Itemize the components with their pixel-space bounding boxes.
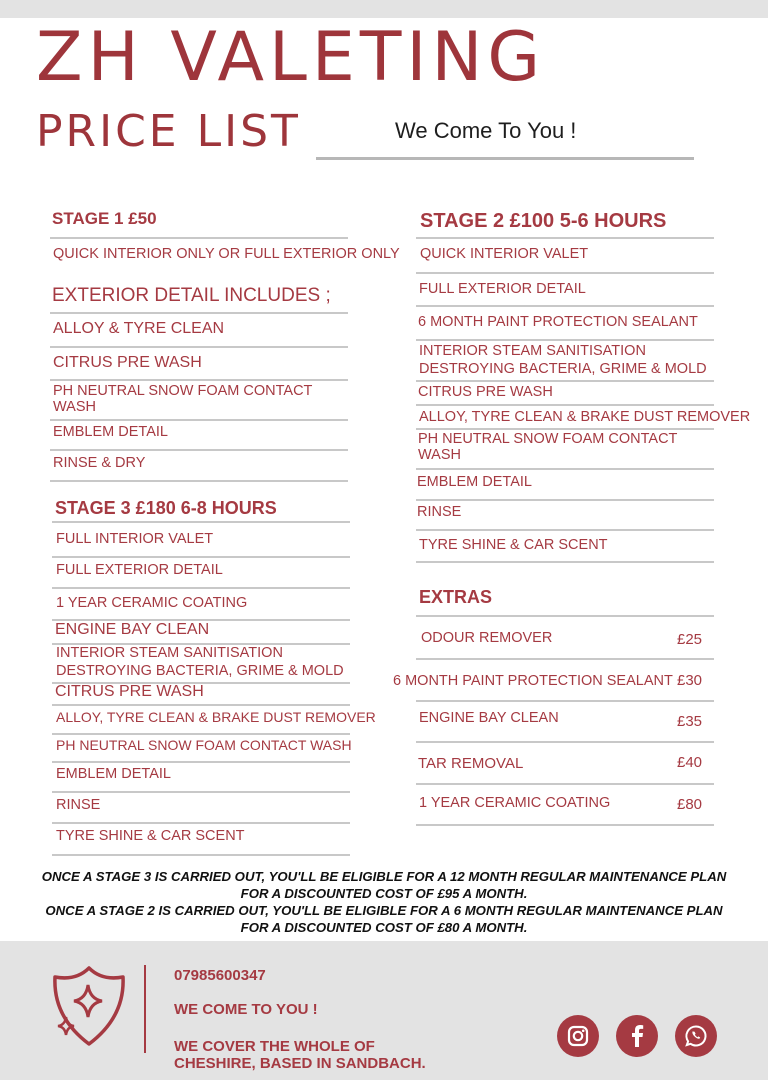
stage2-item: INTERIOR STEAM SANITISATION <box>419 343 646 359</box>
tagline-underline <box>316 157 694 160</box>
stage1-intro: QUICK INTERIOR ONLY OR FULL EXTERIOR ONLY <box>53 246 400 262</box>
divider <box>416 404 714 406</box>
note-line: FOR A DISCOUNTED COST OF £95 A MONTH. <box>240 886 528 901</box>
extra-item-name: TAR REMOVAL <box>418 755 524 772</box>
coverage-line: WE COVER THE WHOLE OF <box>174 1038 375 1055</box>
divider <box>50 449 348 451</box>
extra-item-name: ENGINE BAY CLEAN <box>419 710 559 726</box>
phone-number[interactable]: 07985600347 <box>174 967 266 984</box>
divider <box>416 658 714 660</box>
coverage-line: CHESHIRE, BASED IN SANDBACH. <box>174 1055 426 1072</box>
divider <box>50 419 348 421</box>
price-list-title: PRICE LIST <box>36 106 301 157</box>
divider <box>416 561 714 563</box>
stage3-item: EMBLEM DETAIL <box>56 766 171 782</box>
stage3-item: FULL EXTERIOR DETAIL <box>56 562 223 578</box>
extras-title: EXTRAS <box>419 587 493 607</box>
extra-item-price: £40 <box>677 754 703 771</box>
footer-divider <box>144 965 146 1053</box>
note-line: ONCE A STAGE 3 IS CARRIED OUT, YOU'LL BE ELIGIBLE FOR A 12 MONTH REGULAR MAINTENANCE PLAN <box>41 869 727 884</box>
brand-title: ZH VALETING <box>36 18 546 97</box>
extra-item-name: ODOUR REMOVER <box>421 630 553 646</box>
divider <box>52 733 350 735</box>
stage2-item: DESTROYING BACTERIA, GRIME & MOLD <box>419 361 707 377</box>
stage3-item: 1 YEAR CERAMIC COATING <box>56 595 248 611</box>
stage1-item: ALLOY & TYRE CLEAN <box>53 320 225 337</box>
stage2-item: PH NEUTRAL SNOW FOAM CONTACT <box>418 431 678 447</box>
shield-sparkle-icon <box>50 965 128 1047</box>
maintenance-notes <box>0 868 768 936</box>
stage3-item: ALLOY, TYRE CLEAN & BRAKE DUST REMOVER <box>56 709 376 725</box>
top-bar <box>0 0 768 18</box>
divider <box>416 700 714 702</box>
extra-item-price: £25 <box>677 631 703 648</box>
stage1-item: WASH <box>53 399 96 415</box>
divider <box>416 741 714 743</box>
divider <box>52 521 350 523</box>
stage2-item: QUICK INTERIOR VALET <box>420 246 589 262</box>
extra-item-name: 1 YEAR CERAMIC COATING <box>419 795 611 811</box>
divider <box>52 556 350 558</box>
stage1-item: RINSE & DRY <box>53 455 146 471</box>
stage2-item: TYRE SHINE & CAR SCENT <box>419 537 608 553</box>
stage3-title: STAGE 3 £180 6-8 HOURS <box>55 498 277 518</box>
stage1-section: EXTERIOR DETAIL INCLUDES ; <box>52 285 331 306</box>
divider <box>416 305 714 307</box>
divider <box>52 854 350 856</box>
divider <box>416 339 714 341</box>
divider <box>416 783 714 785</box>
divider <box>52 704 350 706</box>
divider <box>416 499 714 501</box>
footer <box>0 941 768 1080</box>
divider <box>52 761 350 763</box>
stage2-title: STAGE 2 £100 5-6 HOURS <box>420 210 667 232</box>
divider <box>416 428 714 430</box>
stage2-item: ALLOY, TYRE CLEAN & BRAKE DUST REMOVER <box>419 409 751 425</box>
divider <box>416 237 714 239</box>
stage3-item: FULL INTERIOR VALET <box>56 531 214 547</box>
tagline: We Come To You ! <box>395 118 577 143</box>
divider <box>416 529 714 531</box>
instagram-icon[interactable] <box>557 1015 599 1057</box>
stage1-item: PH NEUTRAL SNOW FOAM CONTACT <box>53 383 313 399</box>
facebook-icon[interactable] <box>616 1015 658 1057</box>
divider <box>50 312 348 314</box>
stage1-item: CITRUS PRE WASH <box>53 354 202 371</box>
stage2-item: WASH <box>418 447 461 463</box>
whatsapp-icon[interactable] <box>675 1015 717 1057</box>
stage2-item: 6 MONTH PAINT PROTECTION SEALANT <box>418 314 698 330</box>
stage2-item: EMBLEM DETAIL <box>417 474 532 490</box>
stage3-item: DESTROYING BACTERIA, GRIME & MOLD <box>56 663 344 679</box>
divider <box>50 237 348 239</box>
divider <box>50 346 348 348</box>
stage3-item: PH NEUTRAL SNOW FOAM CONTACT WASH <box>56 737 352 753</box>
note-line: FOR A DISCOUNTED COST OF £80 A MONTH. <box>240 920 528 935</box>
we-come-to-you: WE COME TO YOU ! <box>174 1001 318 1018</box>
stage2-item: CITRUS PRE WASH <box>418 384 553 400</box>
divider <box>416 824 714 826</box>
extra-item-price: £80 <box>677 796 703 813</box>
extra-item-price: £35 <box>677 713 703 730</box>
stage2-item: FULL EXTERIOR DETAIL <box>419 281 586 297</box>
stage3-item: CITRUS PRE WASH <box>55 683 204 700</box>
divider <box>50 379 348 381</box>
divider <box>416 380 714 382</box>
divider <box>52 822 350 824</box>
extra-item-name: 6 MONTH PAINT PROTECTION SEALANT <box>393 673 673 689</box>
divider <box>416 272 714 274</box>
stage3-item: TYRE SHINE & CAR SCENT <box>56 828 245 844</box>
stage3-item: ENGINE BAY CLEAN <box>55 621 210 638</box>
divider <box>52 791 350 793</box>
divider <box>52 587 350 589</box>
divider <box>50 480 348 482</box>
stage3-item: RINSE <box>56 797 101 813</box>
stage1-title: STAGE 1 £50 <box>52 209 157 228</box>
stage3-item: INTERIOR STEAM SANITISATION <box>56 645 283 661</box>
divider <box>416 468 714 470</box>
extra-item-price: £30 <box>677 672 703 689</box>
stage2-item: RINSE <box>417 504 462 520</box>
divider <box>416 615 714 617</box>
stage1-item: EMBLEM DETAIL <box>53 424 168 440</box>
note-line: ONCE A STAGE 2 IS CARRIED OUT, YOU'LL BE ELIGIBLE FOR A 6 MONTH REGULAR MAINTENANCE PLAN <box>45 903 723 918</box>
